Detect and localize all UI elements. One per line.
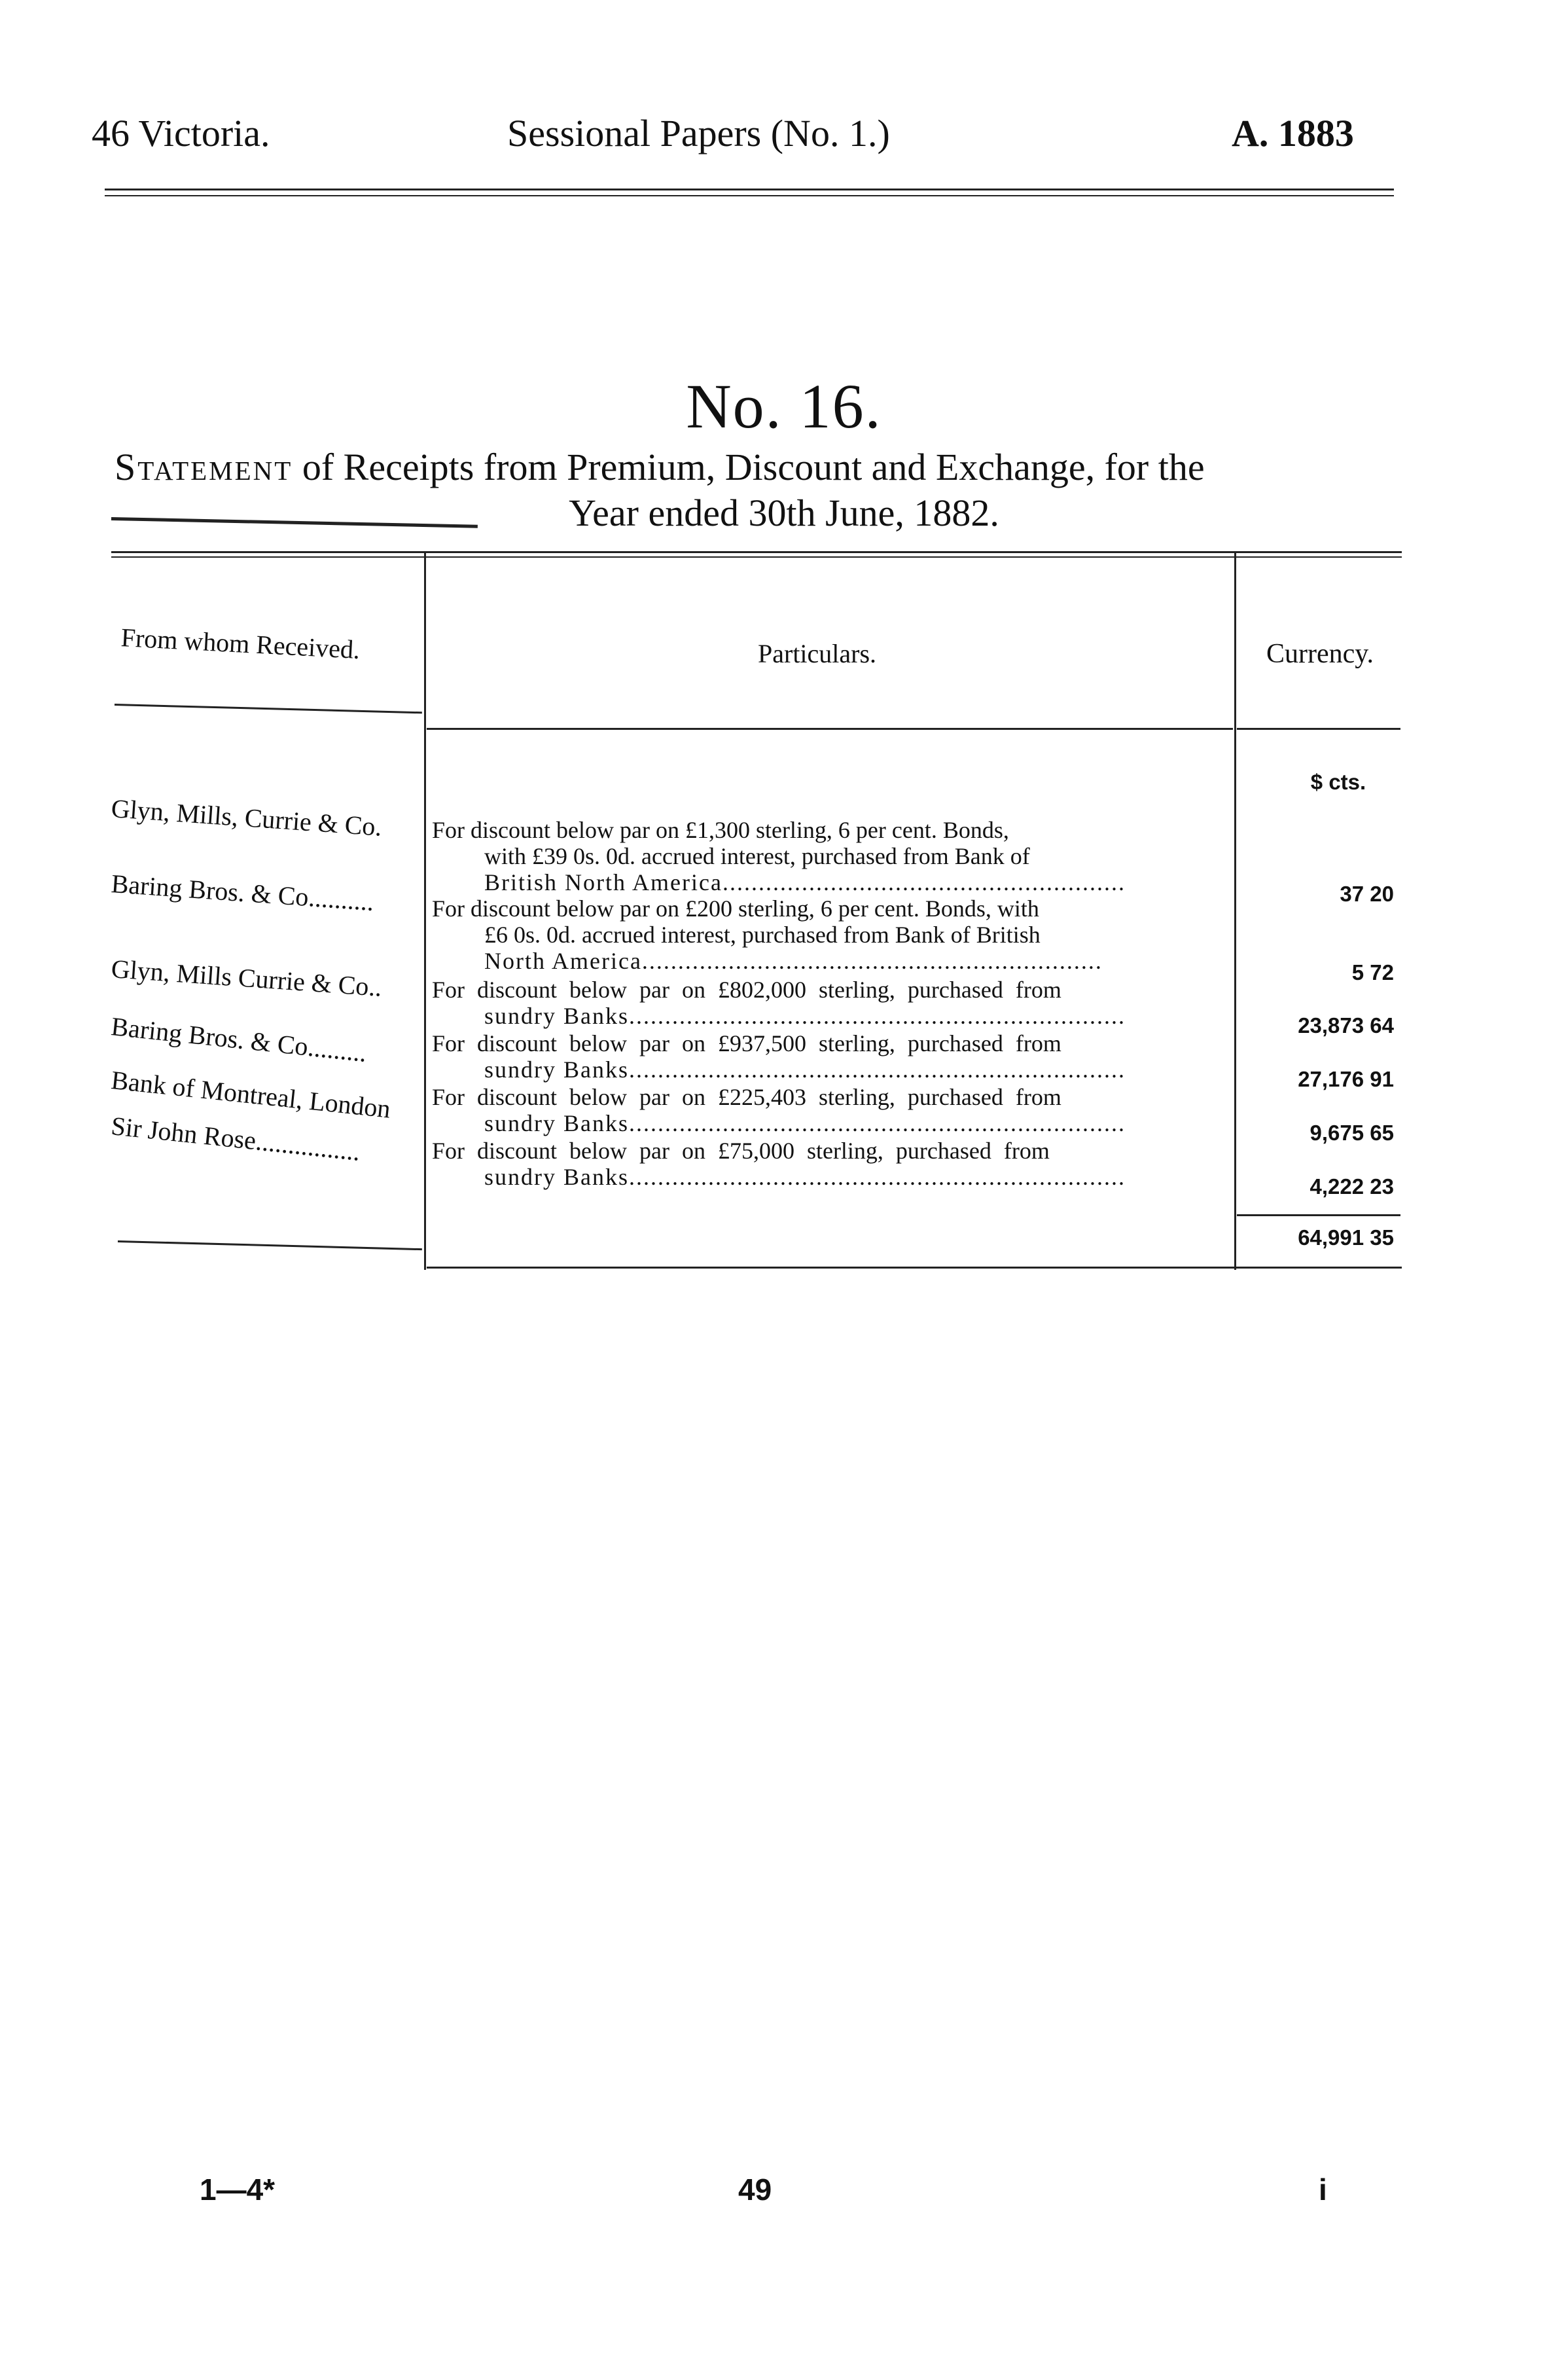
footer-sheet-mark: i [1319, 2173, 1327, 2207]
footer-signature: 1—4* [200, 2173, 276, 2207]
row-2-particulars-line-1: For discount below par on £200 sterling, 6 per cent. Bonds, with [432, 895, 1039, 922]
row-3-particulars-line-2: sundry Banks..................................................................... [484, 1003, 1126, 1029]
row-1-received: Glyn, Mills, Currie & Co. [110, 793, 383, 842]
statement-line-2: Year ended 30th June, 1882. [569, 492, 999, 534]
header-rule-top [105, 189, 1394, 190]
row-3-received: Glyn, Mills Currie & Co.. [110, 954, 383, 1002]
row-4-particulars-line-1: For discount below par on £937,500 sterling, purchased from [432, 1030, 1061, 1056]
row-6-particulars-line-2: sundry Banks..................................................................... [484, 1164, 1126, 1190]
table-bottom-rule-left [118, 1240, 422, 1250]
row-4-amount: 27,176 91 [1298, 1067, 1394, 1091]
row-1-particulars-line-1: For discount below par on £1,300 sterling, 6 per cent. Bonds, [432, 817, 1009, 843]
row-1-particulars-line-3: British North America........................................................ [484, 869, 1126, 895]
row-2-amount: 5 72 [1351, 960, 1394, 984]
column-header-currency: Currency. [1266, 639, 1374, 669]
row-2-particulars-line-3: North America................................................................ [484, 948, 1103, 974]
row-2-received: Baring Bros. & Co.......... [110, 869, 375, 917]
row-5-particulars-line-1: For discount below par on £225,403 sterling, purchased from [432, 1084, 1061, 1110]
header-right: A. 1883 [1232, 112, 1354, 154]
row-6-particulars-line-1: For discount below par on £75,000 sterling, purchased from [432, 1138, 1050, 1164]
row-3-particulars-line-1: For discount below par on £802,000 sterling, purchased from [432, 977, 1061, 1003]
row-6-received: Sir John Rose................ [109, 1111, 362, 1166]
row-5-received: Bank of Montreal, London [109, 1065, 392, 1124]
row-4-received: Baring Bros. & Co......... [109, 1011, 368, 1068]
header-underline-currency [1237, 728, 1400, 730]
document-number: No. 16. [686, 371, 882, 441]
header-left: 46 Victoria. [92, 112, 270, 154]
column-header-particulars: Particulars. [758, 639, 877, 668]
row-4-particulars-line-2: sundry Banks..................................................................... [484, 1056, 1126, 1083]
table-top-rule-2 [111, 556, 1402, 558]
statement-rest: of Receipts from Premium, Discount and Exchange, for the [302, 446, 1205, 488]
header-center: Sessional Papers (No. 1.) [507, 112, 890, 154]
total-amount: 64,991 35 [1298, 1225, 1394, 1250]
row-5-amount: 9,675 65 [1310, 1121, 1394, 1145]
row-2-particulars-line-2: £6 0s. 0d. accrued interest, purchased from Bank of British [484, 922, 1041, 948]
row-5-particulars-line-2: sundry Banks..................................................................... [484, 1110, 1126, 1136]
header-underline-particulars [427, 728, 1233, 730]
currency-units: $ cts. [1310, 770, 1366, 794]
total-rule [1237, 1214, 1400, 1216]
table-top-rule [111, 551, 1402, 553]
row-1-amount: 37 20 [1340, 882, 1394, 906]
table-bottom-rule [427, 1267, 1402, 1269]
header-underline-received [115, 704, 422, 713]
statement-line-1 [115, 445, 1205, 489]
row-6-amount: 4,222 23 [1310, 1174, 1394, 1199]
header-rule-bottom [105, 195, 1394, 196]
column-divider-1 [424, 551, 426, 1270]
row-1-particulars-line-2: with £39 0s. 0d. accrued interest, purchased from Bank of [484, 843, 1030, 869]
column-header-received: From whom Received. [120, 622, 361, 665]
footer-page-number: 49 [738, 2173, 772, 2207]
column-divider-2 [1234, 551, 1236, 1270]
statement-word: Statement [115, 446, 293, 488]
row-3-amount: 23,873 64 [1298, 1013, 1394, 1037]
